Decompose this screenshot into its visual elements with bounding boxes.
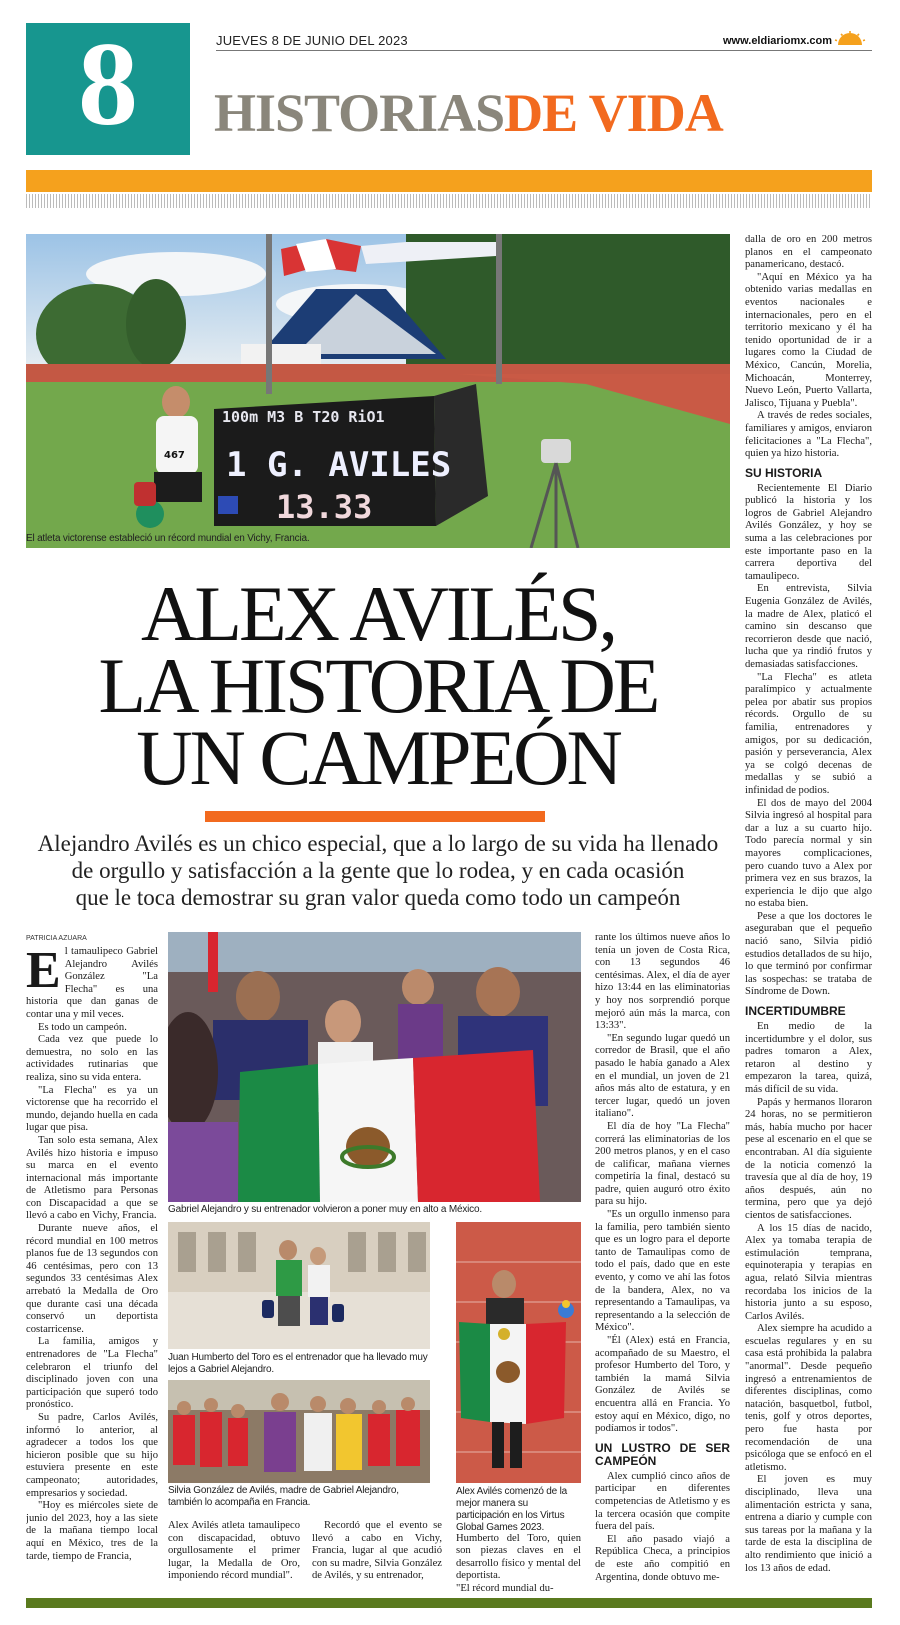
coach-photo-caption: Juan Humberto del Toro es el entrenador que ha llevado muy lejos a Gabriel Alejandro. <box>168 1352 428 1375</box>
dateline: JUEVES 8 DE JUNIO DEL 2023 <box>216 33 408 48</box>
deck-line2: de orgullo y satisfacción a la gente que lo rodea, y en cada ocasión <box>71 858 685 883</box>
scoreboard-line3: 13.33 <box>276 488 373 526</box>
paragraph: "La Flecha" es atleta paralímpico y actualmente pelea por abatir sus propios récords. Orgullo de su familia, entrenadores y amigos, por su dedicación, pasión y perseverancia, Alex ya se colgó decenas de medallas y se subió a infinidad de podios. <box>745 671 872 796</box>
website-link[interactable]: www.eldiariomx.com <box>723 35 833 47</box>
paragraph: "Hoy es miércoles siete de junio del 2023, hoy a las siete de la mañana tiempo local aquí en México, tres de la tarde, tiempo de Francia, <box>26 1500 158 1562</box>
paragraph: Su padre, Carlos Avilés, informó lo anterior, al agradecer a todos los que hicieron posible que su hijo estuviera presente en este campeonato; autoridades, empresarios y sociedad. <box>26 1411 158 1499</box>
paragraph: El joven es muy disciplinado, lleva una alimentación estricta y sana, entrena a diario y cumple con sus tareas por la mañana y la tarde de esta la disciplina de alto rendimiento que inició a los 13 años de edad. <box>745 1474 872 1574</box>
paragraph: Cada vez que puede lo demuestra, no solo en las actividades rutinarias que realiza, sino su vida entera. <box>26 1034 158 1083</box>
paragraph: "Él (Alex) está en Francia, acompañado de su Maestro, el profesor Humberto del Toro, y también la mamá Silvia González de Avilés se encuentra allá en Francia. Yo estoy aquí en México, digo, no podíamos ir todos". <box>595 1335 730 1435</box>
stadium-scene <box>26 234 730 548</box>
paragraph: Recientemente El Diario publicó la historia y los logros de Gabriel Alejandro Avilés González, y hoy se suma a las celebraciones por este importante paso en la carrera deportiva del tamaulipeco. <box>745 482 872 582</box>
column-3-bottom <box>312 1520 442 1596</box>
paragraph: A los 15 días de nacido, Alex ya tomaba terapia de estimulación temprana, equinoterapia y terapias en agua, relató Silvia mientras recordaba los inicios de la historia junto a su esposo, Carlos Avilés. <box>745 1222 872 1322</box>
paragraph: l tamaulipeco Gabriel Alejandro Avilés González "La Flecha" es una historia que dan ganas de contar una y mil veces. <box>26 946 158 1020</box>
column-2-bottom <box>168 1520 300 1596</box>
column-1 <box>26 946 158 1594</box>
dropcap: E <box>26 946 61 999</box>
paragraph: Es todo un campeón. <box>38 1021 127 1033</box>
group-photo-caption: Silvia González de Avilés, madre de Gabriel Alejandro, también lo acompaña en Francia. <box>168 1485 399 1508</box>
record-photo <box>26 234 730 548</box>
paragraph: Tan solo esta semana, Alex Avilés hizo historia e impuso su marca en el evento internacional más importante de Atletismo para Personas con Discapacidad a que se llevó a cabo en Vichy, Francia. <box>26 1134 158 1222</box>
byline: PATRICIA AZUARA <box>26 935 87 942</box>
subhead-historia: SU HISTORIA <box>745 465 823 480</box>
coach-scene <box>168 1222 430 1349</box>
paragraph: "La Flecha" es ya un victorense que ha recorrido el mundo, dejando huella en cada lugar que pisa. <box>26 1084 158 1134</box>
paragraph: El día de hoy "La Flecha" correrá las eliminatorias de los 200 metros planos, y en el caso de calificar, mañana viernes competiría la final, destacó su padre, quien auguró otro éxito para su hijo. <box>595 1120 730 1208</box>
paragraph: "Es un orgullo inmenso para la familia, pero también siento que es un logro para el deporte tanto de Tamaulipas como de todo el país, dado que en este evento, y como ve ahí las fotos de la bandera, Alex, no va representando a Tamaulipas, va representando a la selección de México". <box>595 1209 730 1334</box>
medal-photo-caption: Alex Avilés comenzó de la mejor manera su participación en los Virtus Global Games 2023. <box>456 1486 567 1533</box>
page-number: 8 <box>78 17 138 150</box>
paragraph: dalla de oro en 200 metros planos en el campeonato panamericano, destacó. <box>745 234 872 271</box>
deck-line1: Alejandro Avilés es un chico especial, que a lo largo de su vida ha llenado <box>37 831 719 856</box>
paragraph: Alex Avilés atleta tamaulipeco con discapacidad, obtuvo orgullosamente el primer lugar, la Medalla de Oro, imponiendo récord mundial". <box>168 1520 300 1582</box>
paragraph: Recordó que el evento se llevó a cabo en Vichy, Francia, lugar al que acudió con su madre, Silvia González de Avilés, y su entrenador, <box>312 1520 442 1582</box>
section-color-bar <box>26 170 872 192</box>
section-title-part2: DE VIDA <box>504 83 723 143</box>
column-5 <box>745 234 872 1596</box>
group-photo <box>168 1380 430 1483</box>
scoreboard-line1: 100m M3 B T20 RiO1 <box>222 408 385 426</box>
coach-photo <box>168 1222 430 1349</box>
flag-photo <box>168 932 581 1202</box>
paragraph: Alex cumplió cinco años de participar en diferentes competencias de Atletismo y es la tercera ocasión que compite fuera del país. <box>595 1470 730 1533</box>
paragraph: "En segundo lugar quedó un corredor de Brasil, que el año pasado le había ganado a Alex en el mundial, un joven de 21 años más alto de estatura, y en tercer lugar, quedó un joven italiano". <box>595 1032 730 1120</box>
paragraph: "Aquí en México ya ha obtenido varias medallas en eventos nacionales e internacionales, pero en el territorio mexicano y él ha tenido oportunidad de ir a lugares como la Ciudad de México, Cancún, Morelia, Michoacán, Monterrey, Nuevo León, Puerto Vallarta, Jalisco, Tijuana y Puebla". <box>745 271 872 409</box>
group-scene <box>168 1380 430 1483</box>
paragraph: El dos de mayo del 2004 Silvia ingresó al hospital para dar a luz a su cuarto hijo. Todo parecía normal y sin mayores complicaciones, pero cuando tuvo a Alex por primera vez en sus brazos, la experiencia le dijo que algo no estaba bien. <box>745 797 872 910</box>
headline-line1: ALEX AVILÉS, <box>141 570 615 657</box>
headline-line2: LA HISTORIA DE <box>98 642 658 729</box>
paragraph: Durante nueve años, el récord mundial en 100 metros planos fue de 13 segundos con 46 centésimas, pero con 13 segundos 33 centésimas Alex arrebató la Medalla de Oro que durante casi una década conservó un deportista costarricense. <box>26 1223 158 1335</box>
subhead-incertidumbre: INCERTIDUMBRE <box>745 1004 846 1019</box>
sun-logo-icon <box>833 30 867 46</box>
paragraph: En medio de la incertidumbre y el dolor, sus padres tomaron a Alex, retaron al destino y empezaron la tarea, quizá, más difícil de su vida. <box>745 1021 872 1095</box>
scoreboard-line2: 1 G. AVILES <box>226 445 452 485</box>
footer-rule <box>26 1598 872 1608</box>
athlete-bib: 467 <box>164 450 185 461</box>
paragraph: El año pasado viajó a República Checa, a principios de este año compitió en Argentina, donde obtuvo me- <box>595 1533 730 1583</box>
paragraph: Humberto del Toro, quien son piezas claves en el desarrollo físico y mental del deportista. "El récord mundial du- <box>456 1532 581 1594</box>
hatched-divider <box>26 194 872 208</box>
paragraph: Alex siempre ha acudido a escuelas regulares y en su casa está prohibida la palabra "anormal". Desde pequeño ingresó a entrenamientos de diferentes disciplinas, como natación, basquetbol, futbol, tenis, golf y otros deportes, pero fue hasta por recomendación de una psicóloga que se enfocó en el atletismo. <box>745 1323 872 1473</box>
column-4-bottom <box>456 1520 581 1596</box>
paragraph: Papás y hermanos lloraron 24 horas, no se permitieron más, había mucho por hacer pese al escenario en el que se encontraban. Al día siguiente de la noticia comenzó la travesía que al día de hoy, 19 años después, aún no termina, pero que ya dejó cientos de satisfacciones. <box>745 1096 872 1221</box>
paragraph: En entrevista, Silvia Eugenia González de Avilés, la madre de Alex, platicó el camino sin descanso que recorrieron desde que nació, lucha que ya rindió frutos y demasiadas satisfacciones. <box>745 583 872 670</box>
column-4 <box>595 932 730 1596</box>
flag-photo-caption: Gabriel Alejandro y su entrenador volvieron a poner muy en alto a México. <box>168 1204 482 1215</box>
medal-photo <box>456 1222 581 1483</box>
record-photo-caption: El atleta victorense estableció un récord mundial en Vichy, Francia. <box>26 533 310 544</box>
paragraph: A través de redes sociales, familiares y amigos, enviaron felicitaciones a "La Flecha", quien ya hizo historia. <box>745 410 872 460</box>
deck <box>26 830 730 911</box>
headline <box>26 570 730 801</box>
medal-scene <box>456 1222 581 1483</box>
headline-rule <box>205 811 545 822</box>
headline-line3: UN CAMPEÓN <box>136 714 620 801</box>
team-flag-scene <box>168 932 581 1202</box>
paragraph: Pese a que los doctores le aseguraban que el pequeño nació sano, Silvia pidió estudios detallados de su hijo, lo que terminó por confirmar las sospechas: se trataba de Síndrome de Down. <box>745 910 872 998</box>
deck-line3: que le toca demostrar su gran valor queda como todo un campeón <box>75 885 681 910</box>
paragraph: La familia, amigos y entrenadores de "La Flecha" celebraron el triunfo del disciplinado joven con una participación que superó todo pronóstico. <box>26 1336 158 1411</box>
header-rule <box>216 50 872 51</box>
paragraph: rante los últimos nueve años lo tenía un joven de Costa Rica, con 13 segundos 46 centésimas. Alex, el día de ayer hizo 13:44 en las eliminatorias y hoy nos sorprendió porque mejoró aún más la marca, con 13:33". <box>595 932 730 1032</box>
section-title <box>214 82 723 144</box>
section-title-part1: HISTORIAS <box>214 83 505 143</box>
subhead-lustro: UN LUSTRO DE SER CAMPEÓN <box>595 1440 730 1468</box>
